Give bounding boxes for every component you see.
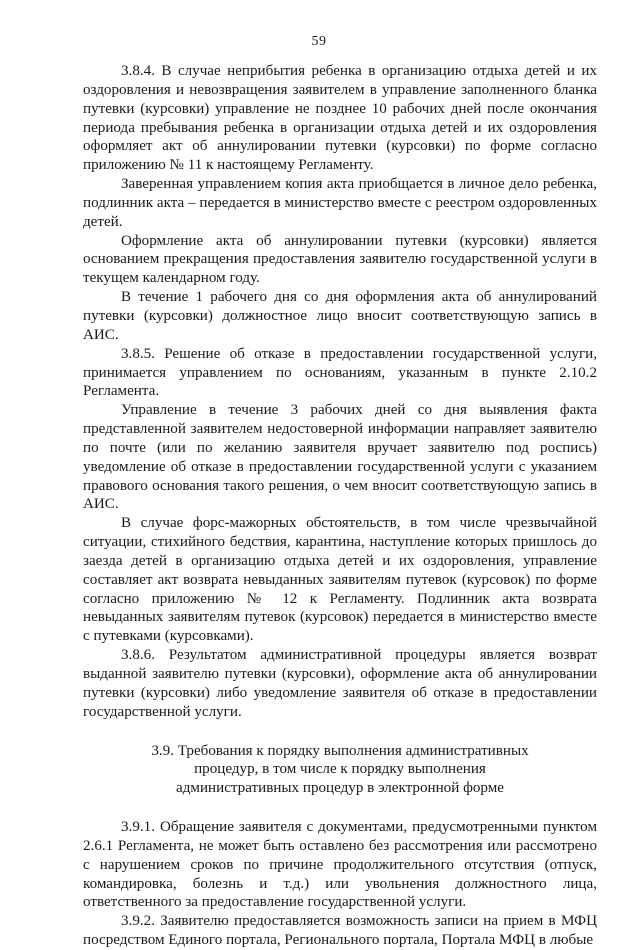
heading-line: 3.9. Требования к порядку выполнения административных [151, 742, 529, 759]
paragraph-3-9-2: 3.9.2. Заявителю предоставляется возможность записи на прием в МФЦ посредством Единого портала, Регионального портала, Портала МФЦ в любые [83, 913, 597, 949]
document-body [83, 62, 597, 950]
heading-line: процедур, в том числе к порядку выполнения [194, 761, 486, 778]
paragraph-3-8-6: 3.8.6. Результатом административной процедуры является возврат выданной заявителю путевки (курсовки), оформление акта об аннулировании путевки (курсовки) либо уведомление заявителя об отказе в предоставлении государственной услуги. [83, 647, 597, 720]
paragraph-force-majeure: В случае форс-мажорных обстоятельств, в том числе чрезвычайной ситуации, стихийного бедствия, карантина, наступление которых пришлось до заезда детей в организацию отдыха детей и их оздоровления, управление составляет акт возврата невыданных заявителям путевок (курсовок) по форме согласно приложению № 12 к Регламенту. Подлинник акта возврата невыданных заявителям путевок (курсовок) передается в министерство вместе с путевками (курсовками). [83, 515, 597, 645]
paragraph-3-8-4: 3.8.4. В случае неприбытия ребенка в организацию отдыха детей и их оздоровления и невозвращения заявителем в управление заполненного бланка путевки (курсовки) управление не позднее 10 рабочих дней после окончания периода пребывания ребенка в организации отдыха детей и их оздоровления оформляет акт об аннулировании путевки (курсовки) по форме согласно приложению № 11 к настоящему Регламенту. [83, 63, 597, 174]
paragraph-annulment-basis: Оформление акта об аннулировании путевки (курсовки) является основанием прекращения предоставления заявителю государственной услуги в текущем календарном году. [83, 232, 597, 287]
paragraph-3-8-5: 3.8.5. Решение об отказе в предоставлении государственной услуги, принимается управлением по основаниям, указанным в пункте 2.10.2 Регламента. [83, 345, 597, 400]
heading-line: административных процедур в электронной форме [176, 780, 504, 797]
paragraph-ais-record: В течение 1 рабочего дня со дня оформления акта об аннулирований путевки (курсовки) должностное лицо вносит соответствующую запись в АИС. [83, 289, 597, 343]
paragraph-refusal-notice: Управление в течение 3 рабочих дней со дня выявления факта представленной заявителем недостоверной информации направляет заявителю по почте (или по желанию заявителя вручает заявителю под роспись) уведомление об отказе в предоставлении государственной услуги с указанием правового основания такого решения, о чем вносит соответствующую запись в АИС. [83, 402, 597, 513]
page-number: 59 [311, 34, 327, 49]
paragraph-certified-copy: Заверенная управлением копия акта приобщается в личное дело ребенка, подлинник акта – передается в министерство вместе с реестром оздоровленных детей. [83, 176, 597, 230]
paragraph-3-9-1: 3.9.1. Обращение заявителя с документами, предусмотренными пунктом 2.6.1 Регламента, не может быть оставлено без рассмотрения или рассмотрено с нарушением сроков по причине продолжительного отсутствия (отпуск, командировка, болезнь и т.д.) или увольнения должностного лица, ответственного за предоставление государственной услуги. [83, 819, 597, 911]
section-heading-3-9 [83, 742, 597, 799]
